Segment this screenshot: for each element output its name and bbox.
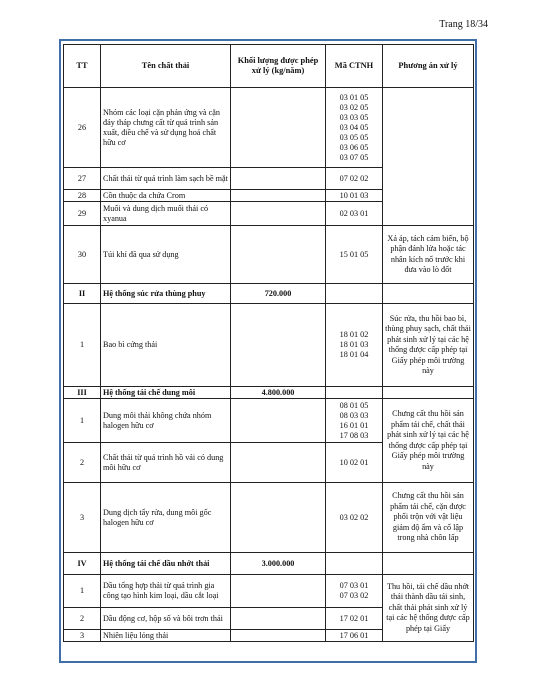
waste-table — [63, 44, 474, 642]
code: 16 01 01 — [339, 420, 369, 430]
row-codes: 10 01 03 — [326, 190, 383, 202]
row-amount — [231, 630, 326, 642]
code: 07 03 02 — [339, 591, 369, 600]
code: 03 02 05 — [339, 102, 369, 112]
row-name: Chất thải từ quá trình làm sạch bề mặt — [101, 168, 231, 190]
row-name: Bao bì cứng thải — [101, 304, 231, 387]
row-amount — [231, 168, 326, 190]
code: 08 03 03 — [339, 410, 369, 420]
row-name: Cồn thuộc da chứa Crom — [101, 190, 231, 202]
table-header-row — [64, 45, 474, 88]
section-code — [326, 387, 383, 399]
table-row — [64, 226, 474, 284]
row-tt: 27 — [64, 168, 101, 190]
row-tt: 1 — [64, 399, 101, 443]
row-name: Dung môi thải không chứa nhóm halogen hữu cơ — [101, 399, 231, 443]
row-method: Thu hồi, tái chế dầu nhớt thải thành dầu tái sinh, chất thải phát sinh xử lý tại các hệ thống được cấp phép tại Giấy — [383, 575, 474, 642]
section-amount: 4.800.000 — [231, 387, 326, 399]
row-name: Muối và dung dịch muối thải có xyanua — [101, 202, 231, 226]
section-tt: III — [64, 387, 101, 399]
row-tt: 3 — [64, 630, 101, 642]
row-amount — [231, 443, 326, 483]
section-code — [326, 284, 383, 304]
row-tt: 1 — [64, 575, 101, 608]
code: 18 01 03 — [339, 340, 369, 349]
code: 03 07 05 — [339, 152, 369, 162]
table-row — [64, 483, 474, 553]
row-amount — [231, 202, 326, 226]
section-row — [64, 387, 474, 399]
code: 03 04 05 — [339, 122, 369, 132]
row-name: Dầu tổng hợp thải từ quá trình gia công tạo hình kim loại, dầu cắt loại — [101, 575, 231, 608]
section-method — [383, 387, 474, 399]
row-tt: 1 — [64, 304, 101, 387]
section-code — [326, 553, 383, 575]
code: 18 01 02 — [339, 330, 369, 339]
row-codes: 17 02 01 — [326, 608, 383, 630]
code: 03 01 05 — [339, 92, 369, 102]
header-name: Tên chất thải — [101, 45, 231, 88]
row-amount — [231, 88, 326, 168]
table-row — [64, 88, 474, 168]
code: 18 01 04 — [339, 350, 369, 359]
page-number: Trang 18/34 — [439, 19, 488, 30]
code: 03 06 05 — [339, 142, 369, 152]
code: 07 03 01 — [339, 581, 369, 590]
table-row — [64, 575, 474, 608]
row-tt: 30 — [64, 226, 101, 284]
section-name: Hệ thống tái chế dung môi — [101, 387, 231, 399]
header-method: Phương án xử lý — [383, 45, 474, 88]
section-row — [64, 284, 474, 304]
header-tt: TT — [64, 45, 101, 88]
row-tt: 29 — [64, 202, 101, 226]
row-tt: 28 — [64, 190, 101, 202]
row-codes — [326, 88, 383, 168]
table-row — [64, 304, 474, 387]
row-name: Dầu động cơ, hộp số và bôi trơn thải — [101, 608, 231, 630]
row-name: Nhiên liệu lỏng thải — [101, 630, 231, 642]
header-amount: Khối lượng được phép xử lý (kg/năm) — [231, 45, 326, 88]
row-codes: 02 03 01 — [326, 202, 383, 226]
row-codes — [326, 575, 383, 608]
row-codes — [326, 399, 383, 443]
section-name: Hệ thống súc rửa thùng phuy — [101, 284, 231, 304]
row-amount — [231, 399, 326, 443]
code: 03 03 05 — [339, 112, 369, 122]
section-method — [383, 284, 474, 304]
row-tt: 26 — [64, 88, 101, 168]
section-method — [383, 553, 474, 575]
section-tt: II — [64, 284, 101, 304]
row-codes: 03 02 02 — [326, 483, 383, 553]
code: 17 08 03 — [339, 430, 369, 440]
row-amount — [231, 304, 326, 387]
row-codes: 10 02 01 — [326, 443, 383, 483]
row-method: Chưng cất thu hồi sản phẩm tái chế, chất thải phát sinh xử lý tại các hệ thống được cấp phép tại Giấy phép môi trường này — [383, 399, 474, 483]
row-method: Chưng cất thu hồi sản phẩm tái chế, cặn được phối trộn với vật liệu giảm độ ẩm và cố lập trong nhà chôn lấp — [383, 483, 474, 553]
header-code: Mã CTNH — [326, 45, 383, 88]
row-name: Nhóm các loại cặn phản ứng và cặn đáy tháp chưng cất từ quá trình sản xuất, điều chế và sử dụng hoá chất hữu cơ — [101, 88, 231, 168]
row-amount — [231, 190, 326, 202]
row-amount — [231, 608, 326, 630]
section-row — [64, 553, 474, 575]
row-method — [383, 88, 474, 226]
row-method: Xả áp, tách cảm biến, bộ phận đánh lửa hoặc tác nhân kích nổ trước khi đưa vào lò đốt — [383, 226, 474, 284]
section-name: Hệ thống tái chế dầu nhớt thải — [101, 553, 231, 575]
row-name: Túi khí đã qua sử dụng — [101, 226, 231, 284]
row-name: Chất thải từ quá trình hồ vải có dung môi hữu cơ — [101, 443, 231, 483]
row-method: Súc rửa, thu hồi bao bì, thùng phuy sạch, chất thải phát sinh xử lý tại các hệ thống được cấp phép tại Giấy phép môi trường này — [383, 304, 474, 387]
row-tt: 2 — [64, 443, 101, 483]
code: 03 05 05 — [339, 132, 369, 142]
section-amount: 3.000.000 — [231, 553, 326, 575]
table-row — [64, 399, 474, 443]
row-codes: 15 01 05 — [326, 226, 383, 284]
row-codes — [326, 304, 383, 387]
row-amount — [231, 226, 326, 284]
section-amount: 720.000 — [231, 284, 326, 304]
section-tt: IV — [64, 553, 101, 575]
row-amount — [231, 483, 326, 553]
row-amount — [231, 575, 326, 608]
row-name: Dung dịch tẩy rửa, dung môi gốc halogen hữu cơ — [101, 483, 231, 553]
row-codes: 17 06 01 — [326, 630, 383, 642]
code: 08 01 05 — [339, 400, 369, 410]
row-codes: 07 02 02 — [326, 168, 383, 190]
row-tt: 3 — [64, 483, 101, 553]
row-tt: 2 — [64, 608, 101, 630]
